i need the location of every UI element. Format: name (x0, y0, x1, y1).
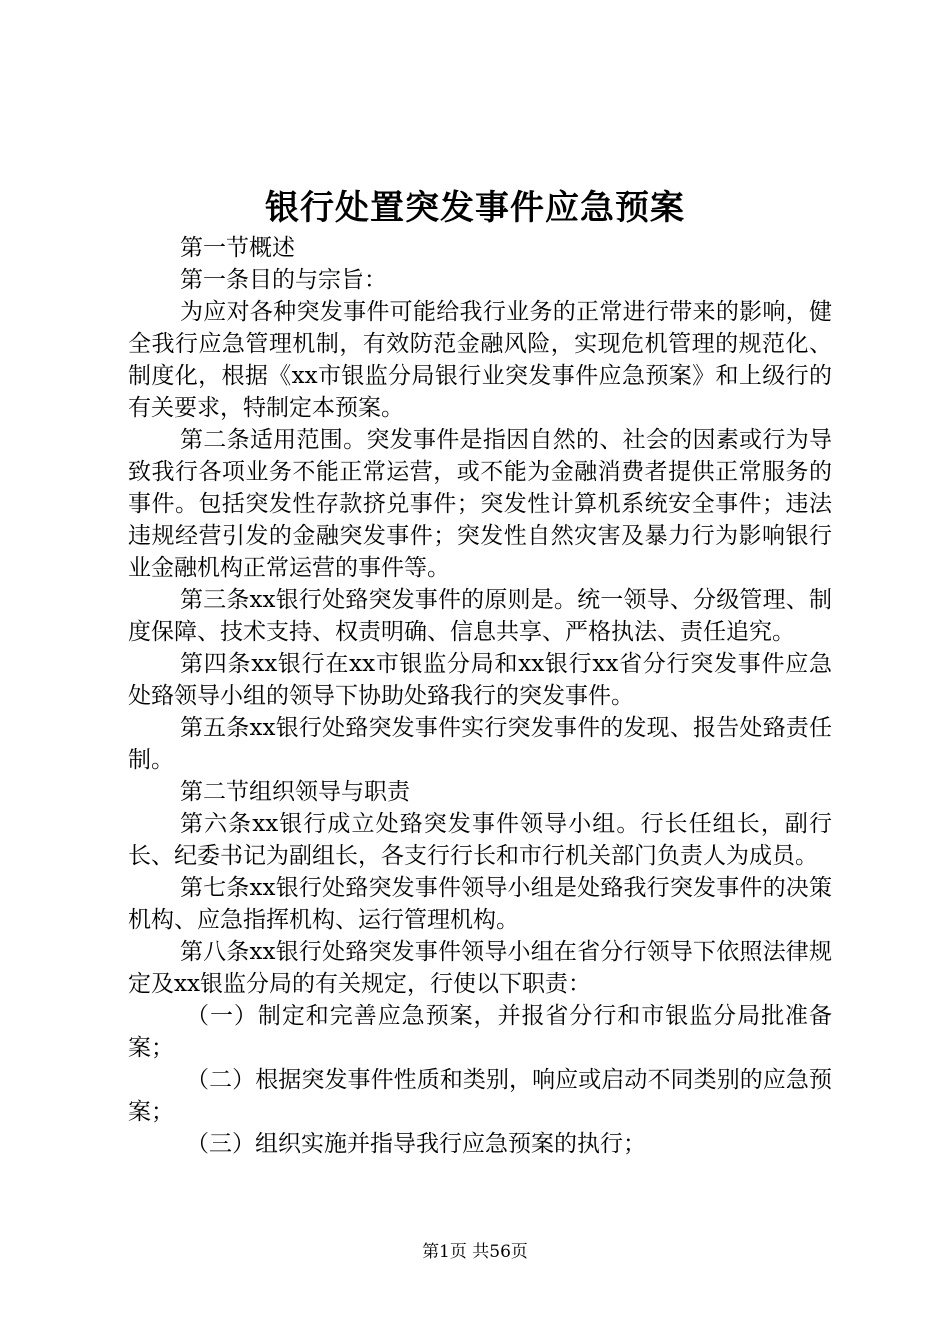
body-paragraph: 为应对各种突发事件可能给我行业务的正常进行带来的影响，健全我行应急管理机制，有效防范金融风险，实现危机管理的规范化、制度化，根据《xx市银监分局银行业突发事件应急预案》和上级行的有关要求，特制定本预案。 (128, 299, 832, 421)
body-paragraph: 第八条xx银行处臵突发事件领导小组在省分行领导下依照法律规定及xx银监分局的有关规定，行使以下职责： (128, 939, 832, 997)
body-paragraph: 第七条xx银行处臵突发事件领导小组是处臵我行突发事件的决策机构、应急指挥机构、运行管理机构。 (128, 875, 832, 933)
body-paragraph: 第六条xx银行成立处臵突发事件领导小组。行长任组长，副行长、纪委书记为副组长，各支行行长和市行机关部门负责人为成员。 (128, 811, 832, 869)
body-paragraph: 第三条xx银行处臵突发事件的原则是。统一领导、分级管理、制度保障、技术支持、权责明确、信息共享、严格执法、责任追究。 (128, 587, 832, 645)
list-item: （一）制定和完善应急预案，并报省分行和市银监分局批准备案； (128, 1003, 832, 1061)
list-item: （二）根据突发事件性质和类别，响应或启动不同类别的应急预案； (128, 1067, 832, 1125)
page-number-footer: 第1页 共56页 (422, 1242, 528, 1262)
body-paragraph: 第二条适用范围。突发事件是指因自然的、社会的因素或行为导致我行各项业务不能正常运营，或不能为金融消费者提供正常服务的事件。包括突发性存款挤兑事件；突发性计算机系统安全事件；违法违规经营引发的金融突发事件；突发性自然灾害及暴力行为影响银行业金融机构正常运营的事件等。 (128, 427, 832, 581)
section-heading: 第一节概述 (180, 235, 295, 261)
article-heading: 第一条目的与宗旨： (180, 267, 387, 293)
section-heading: 第二节组织领导与职责 (180, 779, 410, 805)
body-paragraph: 第五条xx银行处臵突发事件实行突发事件的发现、报告处臵责任制。 (128, 715, 832, 773)
list-item: （三）组织实施并指导我行应急预案的执行； (186, 1131, 646, 1157)
body-paragraph: 第四条xx银行在xx市银监分局和xx银行xx省分行突发事件应急处臵领导小组的领导下协助处臵我行的突发事件。 (128, 651, 832, 709)
document-title: 银行处置突发事件应急预案 (265, 188, 685, 228)
document-body (128, 232, 832, 1160)
